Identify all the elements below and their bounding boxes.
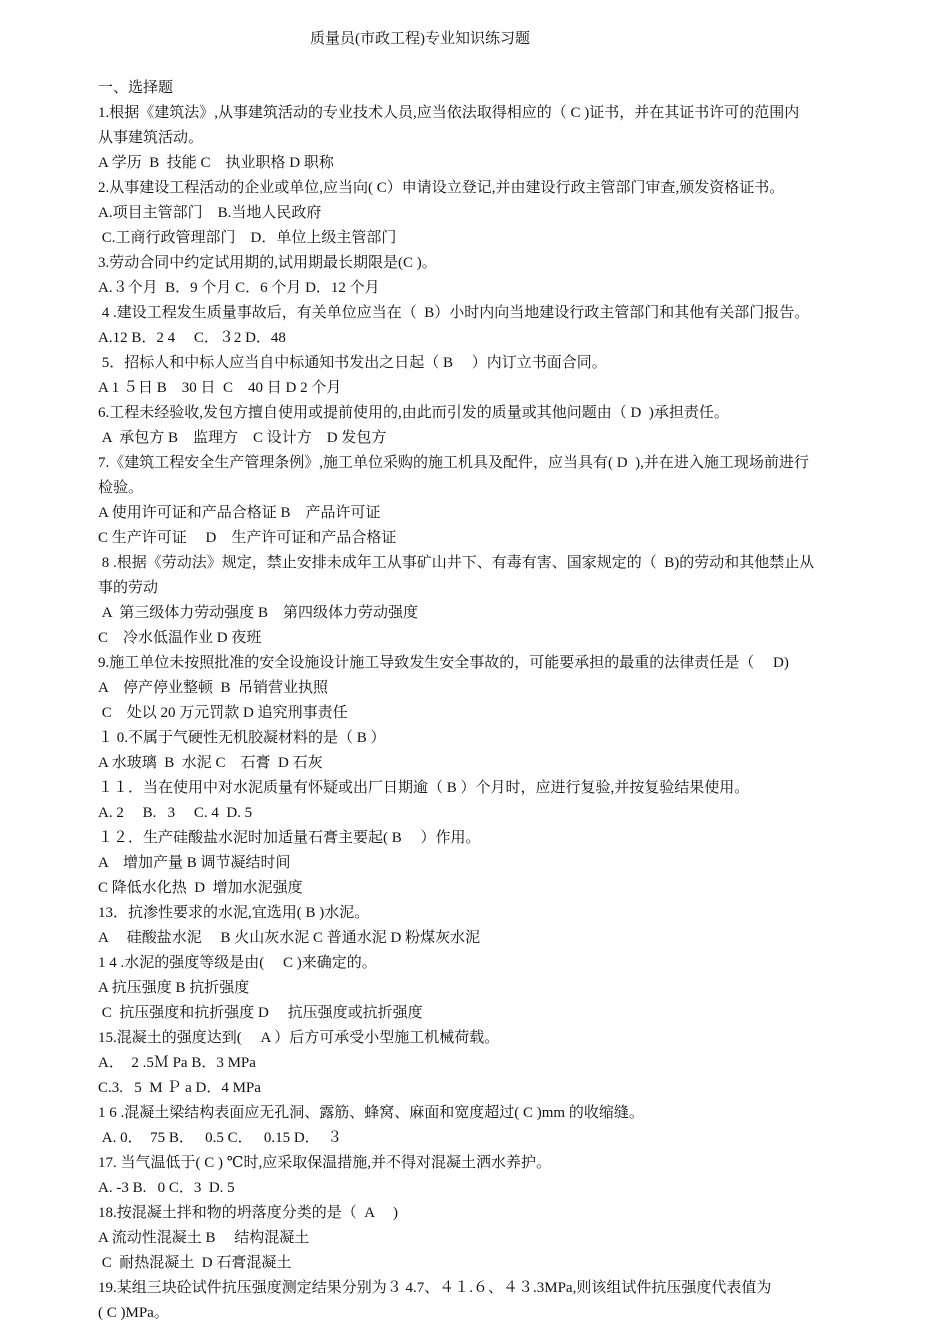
text-line: C 冷水低温作业 D 夜班: [98, 630, 262, 646]
text-line: 1 4 .水泥的强度等级是由( C )来确定的。: [98, 955, 377, 971]
text-line: C 耐热混凝土 D 石膏混凝土: [98, 1255, 292, 1271]
text-line: 13．抗渗性要求的水泥,宜选用( B )水泥。: [98, 905, 370, 921]
document-body: [98, 76, 904, 1326]
text-line: 检验。: [98, 480, 144, 496]
text-line: A 使用许可证和产品合格证 B 产品许可证: [98, 505, 381, 521]
text-line: A 停产停业整顿 B 吊销营业执照: [98, 680, 329, 696]
text-line: １１．当在使用中对水泥质量有怀疑或出厂日期逾（ B ）个月时，应进行复验,并按复验结果使用。: [98, 780, 750, 796]
text-line: 1 6 .混凝土梁结构表面应无孔洞、露筋、蜂窝、麻面和宽度超过( C )mm 的收缩缝。: [98, 1105, 644, 1121]
text-line: 事的劳动: [98, 580, 159, 596]
text-line: 6.工程未经验收,发包方擅自使用或提前使用的,由此而引发的质量或其他问题由（ D )承担责任。: [98, 405, 729, 421]
text-line: 15.混凝土的强度达到( A ）后方可承受小型施工机械荷载。: [98, 1030, 500, 1046]
text-line: A 水玻璃 B 水泥 C 石膏 D 石灰: [98, 755, 323, 771]
text-line: C 生产许可证 D 生产许可证和产品合格证: [98, 530, 397, 546]
text-line: 从事建筑活动。: [98, 130, 204, 146]
text-line: ( C )MPa。: [98, 1305, 169, 1321]
text-line: A 流动性混凝土 B 结构混凝土: [98, 1230, 310, 1246]
text-line: C.3. 5 M Ｐ a D．4 MPa: [98, 1080, 261, 1096]
page-title: 质量员(市政工程)专业知识练习题: [310, 31, 530, 47]
text-line: 19.某组三块砼试件抗压强度测定结果分别为３ 4.7、４１.６、４３.3MPa,则该组试件抗压强度代表值为: [98, 1280, 772, 1296]
text-line: A. -3 B. 0 C．3 D. 5: [98, 1180, 235, 1196]
text-line: A.３个月 B．9 个月 C．6 个月 D．12 个月: [98, 280, 380, 296]
text-line: C 抗压强度和抗折强度 D 抗压强度或抗折强度: [98, 1005, 423, 1021]
text-line: A 第三级体力劳动强度 B 第四级体力劳动强度: [98, 605, 419, 621]
text-line: １ 0.不属于气硬性无机胶凝材料的是（ B ）: [98, 730, 386, 746]
text-line: 7.《建筑工程安全生产管理条例》,施工单位采购的施工机具及配件，应当具有( D ),并在进入施工现场前进行: [98, 455, 809, 471]
text-line: A 1 ５日 B 30 日 C 40 日 D 2 个月: [98, 380, 342, 396]
text-line: A 增加产量 B 调节凝结时间: [98, 855, 291, 871]
text-line: C 降低水化热 D 增加水泥强度: [98, 880, 303, 896]
text-line: 8 .根据《劳动法》规定，禁止安排未成年工从事矿山井下、有毒有害、国家规定的（ B)的劳动和其他禁止从: [98, 555, 815, 571]
text-line: C.工商行政管理部门 D．单位上级主管部门: [98, 230, 397, 246]
text-line: A.项目主管部门 B.当地人民政府: [98, 205, 322, 221]
text-line: A 抗压强度 B 抗折强度: [98, 980, 250, 996]
text-line: A. 2 B. 3 C. 4 D. 5: [98, 805, 253, 821]
text-line: A. 0． 75 B． 0.5 C． 0.15 D． ３: [98, 1130, 343, 1146]
text-line: A． 2 .5Ｍ Pa B．3 MPa: [98, 1055, 256, 1071]
text-line: 1.根据《建筑法》,从事建筑活动的专业技术人员,应当依法取得相应的（ C )证书，并在其证书许可的范围内: [98, 105, 800, 121]
text-line: C 处以 20 万元罚款 D 追究刑事责任: [98, 705, 348, 721]
text-line: １２．生产硅酸盐水泥时加适量石膏主要起( B ）作用。: [98, 830, 481, 846]
text-line: 4 .建设工程发生质量事故后，有关单位应当在（ B）小时内向当地建设行政主管部门和其他有关部门报告。: [98, 305, 810, 321]
text-line: 3.劳动合同中约定试用期的,试用期最长期限是(C )。: [98, 255, 437, 271]
text-line: 17. 当气温低于( C ) ℃时,应采取保温措施,并不得对混凝土洒水养护。: [98, 1155, 552, 1171]
text-line: A 学历 B 技能 C 执业职格 D 职称: [98, 155, 334, 171]
text-line: 2.从事建设工程活动的企业或单位,应当向( C）申请设立登记,并由建设行政主管部门审查,颁发资格证书。: [98, 180, 785, 196]
section-heading: 一、选择题: [98, 80, 174, 96]
text-line: A 硅酸盐水泥 B 火山灰水泥 C 普通水泥 D 粉煤灰水泥: [98, 930, 481, 946]
text-line: A.12 B．2 4 C．３2 D．48: [98, 330, 286, 346]
text-line: 5．招标人和中标人应当自中标通知书发出之日起（ B ）内订立书面合同。: [98, 355, 607, 371]
text-line: A 承包方 B 监理方 C 设计方 D 发包方: [98, 430, 387, 446]
text-line: 18.按混凝土拌和物的坍落度分类的是（ A ): [98, 1205, 399, 1221]
text-line: 9.施工单位未按照批准的安全设施设计施工导致发生安全事故的，可能要承担的最重的法律责任是（ D): [98, 655, 789, 671]
